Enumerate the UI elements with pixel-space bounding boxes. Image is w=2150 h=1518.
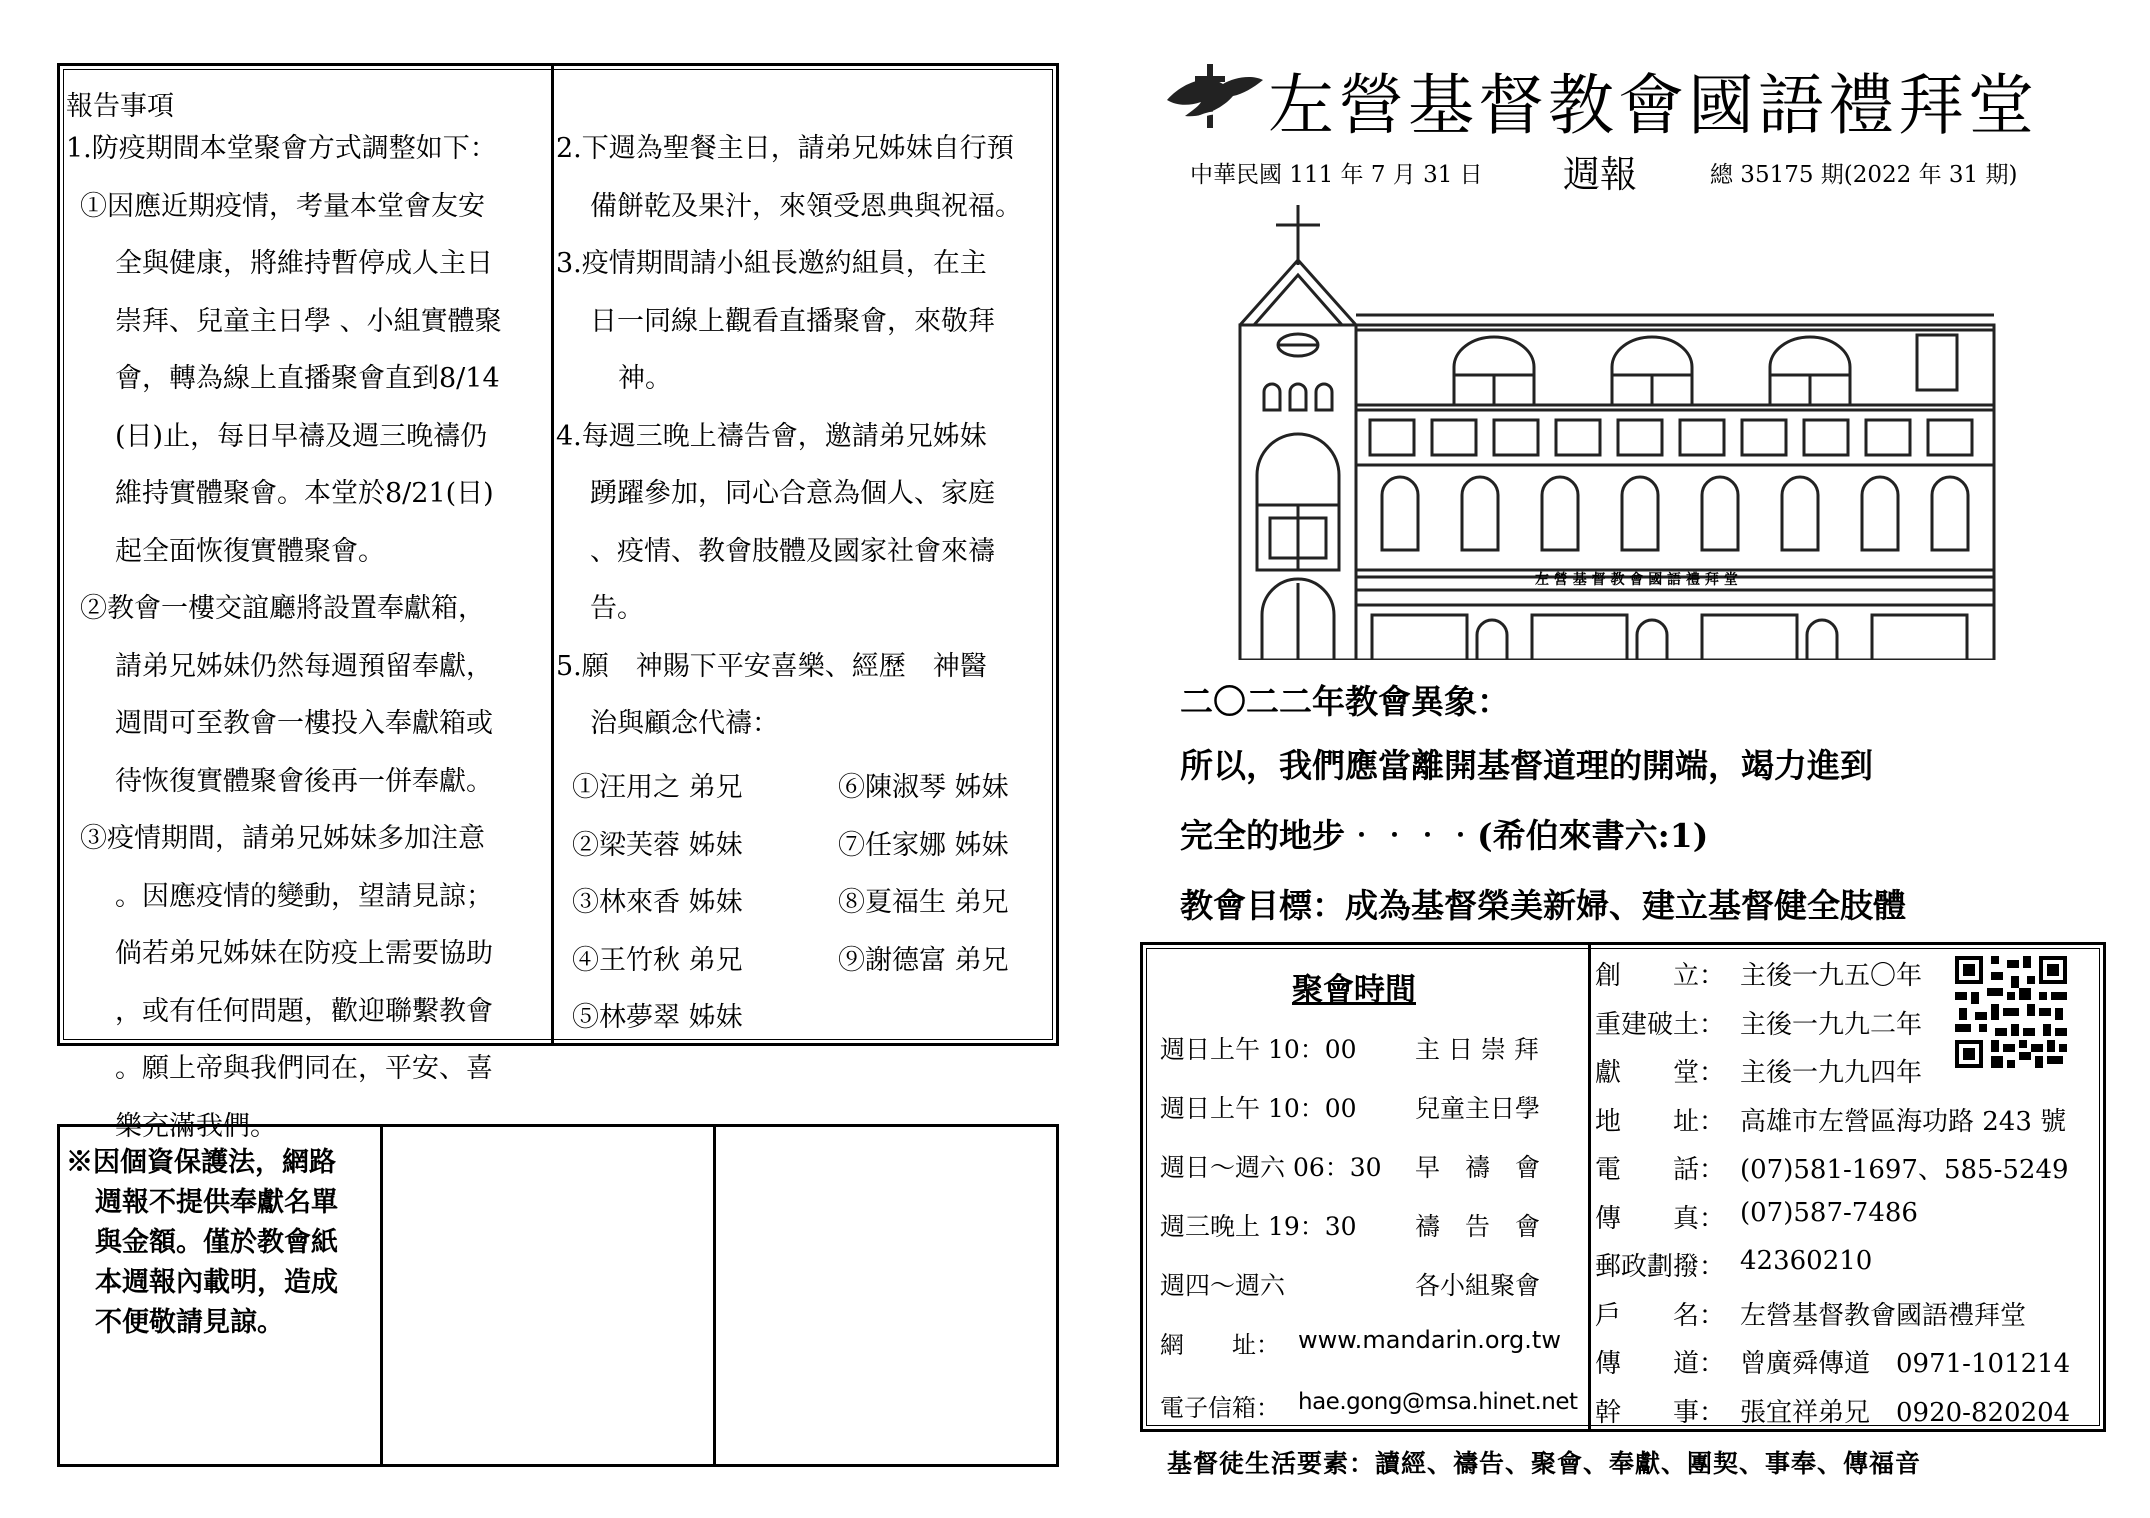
info-value: (07)581-1697、585-5249	[1740, 1155, 2069, 1185]
report-right-line: 3.疫情期間請小組長邀約組員，在主	[556, 248, 987, 279]
report-left-line: 請弟兄姊妹仍然每週預留奉獻，	[115, 650, 493, 682]
report-left-line: ②教會一樓交誼廳將設置奉獻箱，	[80, 593, 485, 624]
info-table-divider	[1588, 942, 1591, 1432]
report-left-line: 起全面恢復實體聚會。	[115, 535, 385, 567]
church-dove-logo-icon	[1163, 60, 1267, 132]
schedule-time: 週日上午 10：00	[1160, 1094, 1357, 1123]
report-left-line: 樂充滿我們。	[115, 1110, 277, 1142]
website-label: 網 址：	[1160, 1331, 1280, 1359]
info-value: 曾廣舜傳道 0971-101214	[1740, 1349, 2071, 1379]
privacy-note-line: 不便敬請見諒。	[95, 1307, 284, 1338]
bulletin-label: 週報	[1563, 153, 1637, 196]
report-left-line: 全與健康，將維持暫停成人主日	[115, 248, 493, 279]
info-label: 戶 名：	[1595, 1300, 1726, 1331]
report-right-line: 4.每週三晚上禱告會，邀請弟兄姊妹	[556, 420, 987, 452]
privacy-note-line: 本週報內載明，造成	[95, 1267, 338, 1298]
schedule-time: 週四～週六	[1160, 1271, 1286, 1300]
info-value: 左營基督教會國語禮拜堂	[1740, 1300, 2027, 1331]
church-goal: 教會目標：成為基督榮美新婦、建立基督健全肢體	[1180, 886, 1906, 925]
report-right-line: 治與顧念代禱：	[590, 708, 779, 739]
info-value: 主後一九九二年	[1740, 1009, 1923, 1040]
privacy-divider-2	[713, 1124, 716, 1467]
info-label: 幹 事：	[1595, 1397, 1726, 1428]
report-left-line: ，或有任何問題，歡迎聯繫教會	[115, 995, 493, 1027]
info-label: 傳 道：	[1595, 1349, 1726, 1379]
vision-title: 二〇二二年教會異象：	[1180, 682, 1510, 721]
report-left-line: 1.防疫期間本堂聚會方式調整如下：	[66, 133, 497, 164]
footer-essentials: 基督徒生活要素：讀經、禱告、聚會、奉獻、團契、事奉、傳福音	[1167, 1449, 1922, 1478]
prayer-list-item: ②梁芙蓉 姊妹	[572, 829, 743, 861]
report-right-line: 告。	[590, 593, 644, 624]
info-value: 主後一九五〇年	[1740, 961, 1923, 991]
report-left-line: 崇拜、兒童主日學 、小組實體聚	[115, 305, 502, 337]
report-left-line: (日)止，每日早禱及週三晚禱仍	[115, 420, 488, 452]
report-right-line: 5.願 神賜下平安喜樂、經歷 神醫	[556, 650, 987, 682]
schedule-event: 各小組聚會	[1415, 1271, 1541, 1300]
info-label: 獻 堂：	[1595, 1058, 1726, 1088]
qr-code-icon	[1955, 956, 2067, 1068]
prayer-list-item: ⑧夏福生 弟兄	[838, 887, 1009, 918]
report-left-line: ③疫情期間，請弟兄姊妹多加注意	[80, 823, 485, 854]
schedule-event: 早 禱 會	[1415, 1153, 1541, 1182]
report-left-line: ①因應近期疫情，考量本堂會友安	[80, 190, 485, 222]
email-link[interactable]: hae.gong@msa.hinet.net	[1298, 1389, 1578, 1415]
bulletin-issue: 總 35175 期(2022 年 31 期)	[1710, 162, 2018, 188]
report-right-line: 神。	[618, 363, 672, 394]
info-value: 高雄市左營區海功路 243 號	[1740, 1106, 2067, 1137]
schedule-time: 週日～週六 06：30	[1160, 1153, 1382, 1182]
report-left-line: 週間可至教會一樓投入奉獻箱或	[115, 708, 493, 739]
report-right-line: 備餅乾及果汁，來領受恩典與祝福。	[590, 190, 1022, 222]
report-left-line: 維持實體聚會。本堂於8/21(日)	[115, 478, 494, 509]
prayer-list-item: ⑤林夢翠 姊妹	[572, 1002, 743, 1033]
prayer-list-item: ④王竹秋 弟兄	[572, 944, 743, 976]
email-label: 電子信箱：	[1160, 1394, 1280, 1422]
info-label: 地 址：	[1595, 1106, 1726, 1137]
prayer-list-item: ③林來香 姊妹	[572, 887, 743, 918]
report-heading: 報告事項	[66, 91, 174, 122]
church-name: 左營基督教會國語禮拜堂	[1268, 67, 2038, 144]
bulletin-date: 中華民國 111 年 7 月 31 日	[1190, 162, 1483, 188]
report-right-line: 、疫情、教會肢體及國家社會來禱	[590, 535, 995, 567]
report-right-line: 踴躍參加，同心合意為個人、家庭	[590, 478, 995, 509]
prayer-list-item: ⑥陳淑琴 姊妹	[838, 772, 1009, 803]
report-left-line: 倘若弟兄姊妹在防疫上需要協助	[115, 938, 493, 969]
schedule-event: 禱 告 會	[1415, 1212, 1541, 1241]
info-value: 張宜祥弟兄 0920-820204	[1740, 1397, 2071, 1428]
info-label: 創 立：	[1595, 961, 1726, 991]
info-value: (07)587-7486	[1740, 1197, 1918, 1228]
privacy-divider-1	[380, 1124, 383, 1467]
report-left-line: 。願上帝與我們同在，平安、喜	[115, 1053, 493, 1084]
privacy-note-line: 與金額。僅於教會紙	[95, 1227, 338, 1258]
prayer-list-item: ⑦任家娜 姊妹	[838, 829, 1009, 861]
report-divider	[551, 63, 554, 1046]
report-right-line: 2.下週為聖餐主日，請弟兄姊妹自行預	[556, 133, 1014, 164]
report-left-line: 會，轉為線上直播聚會直到8/14	[115, 363, 500, 394]
privacy-note-line: 週報不提供奉獻名單	[95, 1187, 338, 1218]
info-label: 重建破土：	[1595, 1009, 1726, 1040]
info-label: 傳 真：	[1595, 1203, 1726, 1234]
website-link[interactable]: www.mandarin.org.tw	[1298, 1326, 1561, 1354]
report-left-line: 待恢復實體聚會後再一併奉獻。	[115, 765, 493, 797]
vision-verse-line1: 所以，我們應當離開基督道理的開端，竭力進到	[1180, 746, 1873, 785]
schedule-title: 聚會時間	[1292, 972, 1416, 1008]
schedule-event: 兒童主日學	[1415, 1094, 1541, 1123]
building-sign: 左 營 基 督 教 會 國 語 禮 拜 堂	[1535, 572, 1738, 588]
schedule-event: 主 日 崇 拜	[1415, 1035, 1539, 1064]
privacy-note-line: ※因個資保護法，網路	[66, 1147, 336, 1178]
info-value: 42360210	[1740, 1246, 1873, 1276]
schedule-time: 週三晚上 19：30	[1160, 1212, 1357, 1241]
report-left-line: 。因應疫情的變動，望請見諒；	[115, 880, 493, 912]
church-building-illustration	[1232, 205, 2002, 660]
info-value: 主後一九九四年	[1740, 1058, 1923, 1088]
report-right-line: 日一同線上觀看直播聚會，來敬拜	[590, 305, 995, 337]
prayer-list-item: ①汪用之 弟兄	[572, 772, 743, 803]
vision-verse-line2: 完全的地步‧‧‧‧(希伯來書六:1)	[1180, 816, 1709, 855]
prayer-list-item: ⑨謝德富 弟兄	[838, 944, 1009, 976]
info-label: 郵政劃撥：	[1595, 1252, 1726, 1282]
info-label: 電 話：	[1595, 1155, 1726, 1185]
schedule-time: 週日上午 10：00	[1160, 1035, 1357, 1064]
